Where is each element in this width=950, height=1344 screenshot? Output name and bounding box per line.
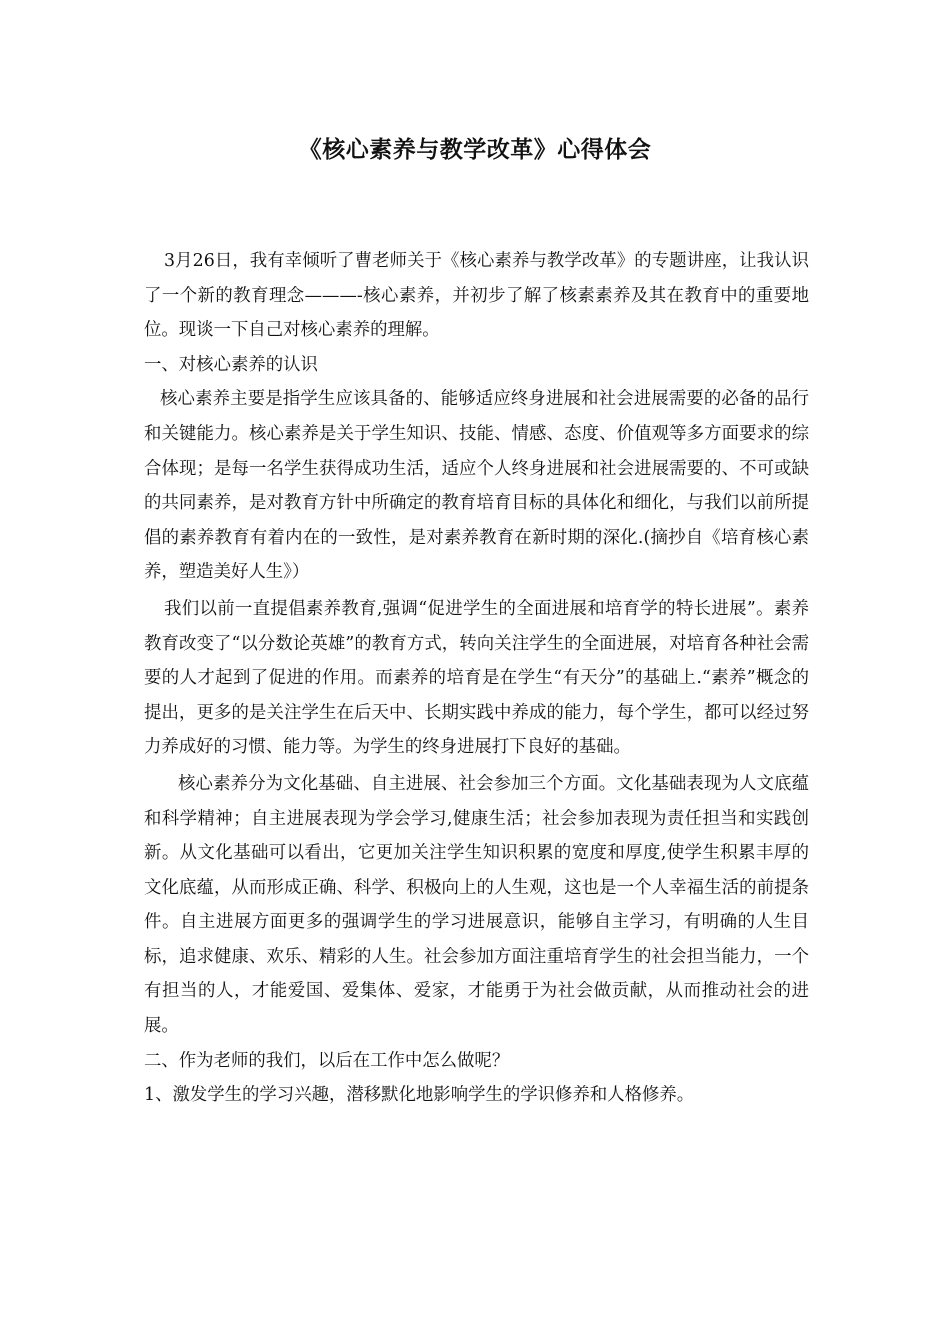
quality-education-paragraph: 我们以前一直提倡素养教育,强调“促进学生的全面进展和培育学的特长进展”。素养教育改变了“以分数论英雄”的教育方式，转向关注学生的全面进展，对培育各种社会需要的人才起到了促进的作用。而素养的培育是在学生“有天分”的基础上.“素养”概念的提出，更多的是关注学生在后天中、长期实践中养成的能力，每个学生，都可以经过努力养成好的习惯、能力等。为学生的终身进展打下良好的基础。 [144, 598, 809, 758]
document-title: 《核心素养与教学改革》心得体会 [298, 136, 652, 163]
section-heading-2: 二、作为老师的我们，以后在工作中怎么做呢？ [144, 1050, 510, 1071]
intro-paragraph: 3月26日，我有幸倾听了曹老师关于《核心素养与教学改革》的专题讲座，让我认识了一个新的教育理念———-核心素养，并初步了解了核素素养及其在教育中的重要地位。现谈一下自己对核心素养的理解。 [144, 251, 809, 341]
definition-paragraph: 核心素养主要是指学生应该具备的、能够适应终身进展和社会进展需要的必备的品行和关键能力。核心素养是关于学生知识、技能、情感、态度、价值观等多方面要求的综合体现；是每一名学生获得成功生活，适应个人终身进展和社会进展需要的、不可或缺的共同素养，是对教育方针中所确定的教育培育目标的具体化和细化，与我们以前所提倡的素养教育有着内在的一致性，是对素养教育在新时期的深化.(摘抄自《培育核心素养，塑造美好人生》） [144, 389, 809, 583]
section-heading-1: 一、对核心素养的认识 [144, 354, 318, 375]
document-body [144, 244, 809, 1113]
three-aspects-paragraph: 核心素养分为文化基础、自主进展、社会参加三个方面。文化基础表现为人文底蕴和科学精神；自主进展表现为学会学习,健康生活；社会参加表现为责任担当和实践创新。从文化基础可以看出，它更加关注学生知识积累的宽度和厚度,使学生积累丰厚的文化底蕴，从而形成正确、科学、积极向上的人生观，这也是一个人幸福生活的前提条件。自主进展方面更多的强调学生的学习进展意识，能够自主学习，有明确的人生目标，追求健康、欢乐、精彩的人生。社会参加方面注重培育学生的社会担当能力，一个有担当的人，才能爱国、爱集体、爱家，才能勇于为社会做贡献，从而推动社会的进展。 [144, 773, 809, 1037]
action-item-1: 1、激发学生的学习兴趣，潜移默化地影响学生的学识修养和人格修养。 [144, 1085, 695, 1106]
